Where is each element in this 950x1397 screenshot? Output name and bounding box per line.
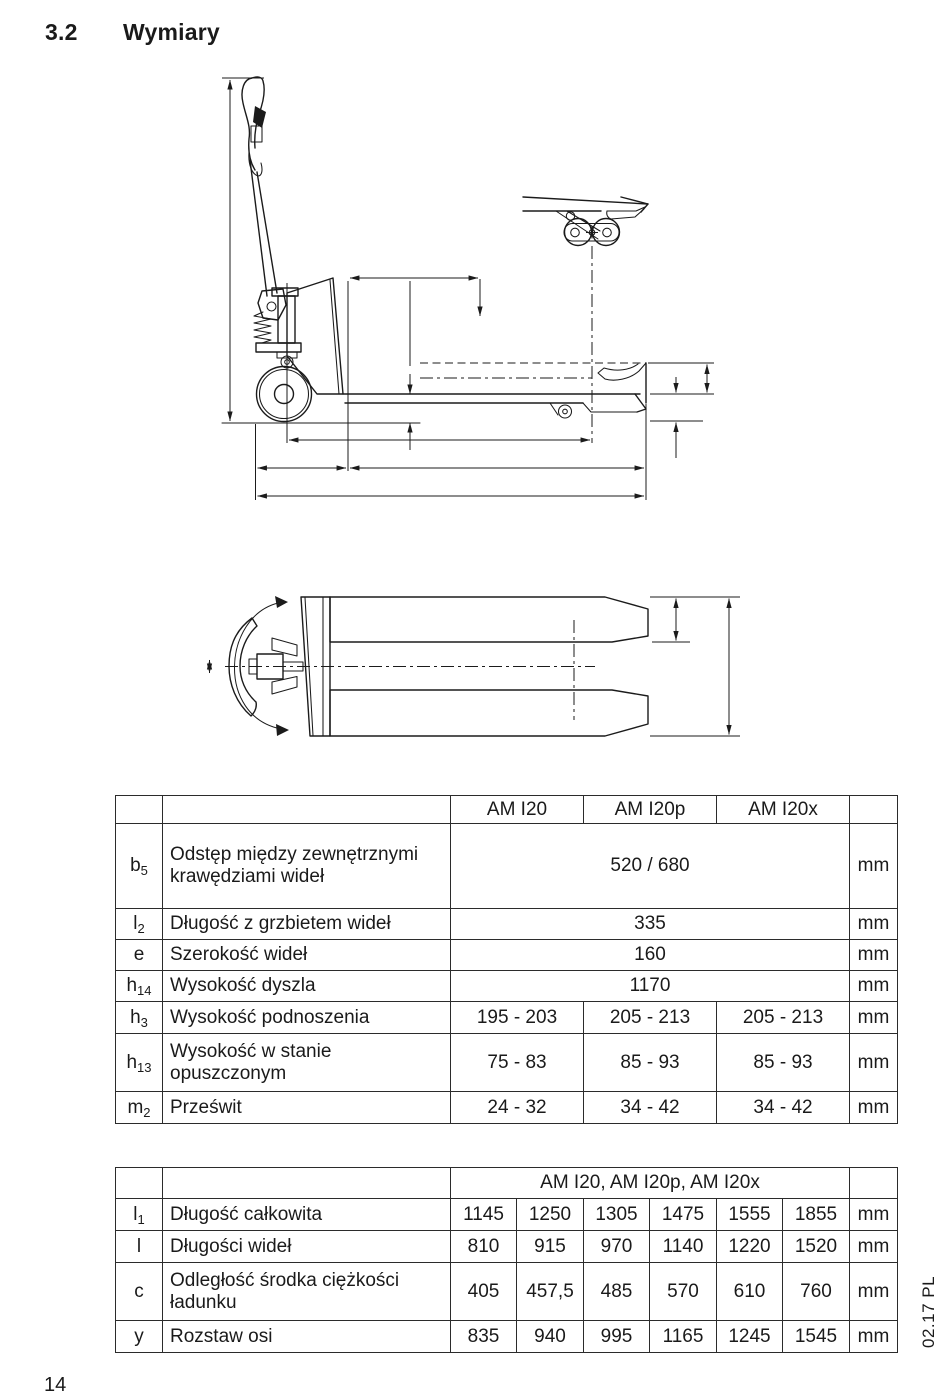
pump-unit <box>254 288 301 368</box>
table-row <box>116 1034 898 1092</box>
symbol-cell: $h_3$ <box>116 1002 163 1034</box>
unit-cell: mm <box>850 940 898 971</box>
value-cell: 1305 <box>584 1199 650 1231</box>
unit-cell: mm <box>850 1034 898 1092</box>
value-cell: 970 <box>584 1231 650 1263</box>
value-cell: 195 - 203 <box>451 1002 584 1034</box>
top-view <box>210 596 741 736</box>
symbol-cell: $l_1$ <box>116 1199 163 1231</box>
table-row <box>116 824 898 909</box>
unit-cell: mm <box>850 1263 898 1321</box>
table-row <box>116 1231 898 1263</box>
dimensions-table-2 <box>115 1167 898 1353</box>
symbol-cell: $h_{14}$ <box>116 971 163 1002</box>
top-view-dimensions <box>650 597 740 736</box>
value-cell: 205 - 213 <box>717 1002 850 1034</box>
value-cell: 1220 <box>717 1231 783 1263</box>
symbol-cell: e <box>116 940 163 971</box>
table-header-row <box>116 796 898 824</box>
dimensions-table-2-body <box>116 1168 898 1353</box>
value-cell: 610 <box>717 1263 783 1321</box>
fork-tip-detail <box>523 197 648 246</box>
model-header-cell: AM I20 <box>451 796 584 824</box>
table-row <box>116 971 898 1002</box>
page-title <box>45 19 220 46</box>
model-header-cell: AM I20x <box>717 796 850 824</box>
unit-header-cell <box>850 796 898 824</box>
value-cell: 810 <box>451 1231 517 1263</box>
value-cell: 1855 <box>783 1199 850 1231</box>
description-cell: Długości wideł <box>163 1231 451 1263</box>
symbol-cell: c <box>116 1263 163 1321</box>
unit-cell: mm <box>850 824 898 909</box>
description-cell: Wysokość dyszla <box>163 971 451 1002</box>
value-cell: 1145 <box>451 1199 517 1231</box>
value-cell: 335 <box>451 909 850 940</box>
fork-bottom <box>330 690 648 736</box>
steer-wheel <box>257 367 312 422</box>
description-header-cell <box>163 796 451 824</box>
value-cell: 995 <box>584 1321 650 1353</box>
description-cell: Szerokość wideł <box>163 940 451 971</box>
table-row <box>116 1092 898 1124</box>
fork-top <box>330 597 648 642</box>
value-cell: 1555 <box>717 1199 783 1231</box>
value-cell: 405 <box>451 1263 517 1321</box>
unit-cell: mm <box>850 1231 898 1263</box>
symbol-cell: $l_2$ <box>116 909 163 940</box>
unit-header-cell <box>850 1168 898 1199</box>
value-cell: 1475 <box>650 1199 717 1231</box>
value-cell: 85 - 93 <box>584 1034 717 1092</box>
unit-cell: mm <box>850 1002 898 1034</box>
unit-cell: mm <box>850 1199 898 1231</box>
table-row <box>116 1263 898 1321</box>
description-cell: Wysokość podnoszenia <box>163 1002 451 1034</box>
value-cell: 205 - 213 <box>584 1002 717 1034</box>
description-cell: Prześwit <box>163 1092 451 1124</box>
value-cell: 1250 <box>517 1199 584 1231</box>
symbol-cell: $b_5$ <box>116 824 163 909</box>
value-cell: 34 - 42 <box>584 1092 717 1124</box>
models-header-cell: AM I20, AM I20p, AM I20x <box>451 1168 850 1199</box>
symbol-cell: y <box>116 1321 163 1353</box>
section-number: 3.2 <box>45 19 78 45</box>
value-cell: 1170 <box>451 971 850 1002</box>
symbol-cell: $m_2$ <box>116 1092 163 1124</box>
value-cell: 915 <box>517 1231 584 1263</box>
description-header-cell <box>163 1168 451 1199</box>
value-cell: 1165 <box>650 1321 717 1353</box>
value-cell: 75 - 83 <box>451 1034 584 1092</box>
unit-cell: mm <box>850 1321 898 1353</box>
fork-side <box>343 394 646 418</box>
unit-cell: mm <box>850 971 898 1002</box>
value-cell: 457,5 <box>517 1263 584 1321</box>
table-row <box>116 909 898 940</box>
pallet-truck-technical-drawing <box>180 55 780 755</box>
section-title: Wymiary <box>123 19 220 45</box>
value-cell: 24 - 32 <box>451 1092 584 1124</box>
value-cell: 1545 <box>783 1321 850 1353</box>
tiller-handle <box>242 77 277 296</box>
side-view-dimensions <box>222 78 714 500</box>
page-number: 14 <box>44 1374 67 1396</box>
symbol-cell: l <box>116 1231 163 1263</box>
description-cell: Odstęp między zewnętrznymi krawędziami wideł <box>163 824 451 909</box>
table-row <box>116 1321 898 1353</box>
side-view <box>222 77 714 500</box>
value-cell: 1140 <box>650 1231 717 1263</box>
model-header-cell: AM I20p <box>584 796 717 824</box>
value-cell: 34 - 42 <box>717 1092 850 1124</box>
fork-raised-outline <box>420 363 646 403</box>
description-cell: Odległość środka ciężkości ładunku <box>163 1263 451 1321</box>
value-cell: 160 <box>451 940 850 971</box>
table-header-row <box>116 1168 898 1199</box>
value-cell: 85 - 93 <box>717 1034 850 1092</box>
table-row <box>116 1199 898 1231</box>
value-cell: 520 / 680 <box>451 824 850 909</box>
unit-cell: mm <box>850 1092 898 1124</box>
revision-code: 02.17 PL <box>919 1275 938 1348</box>
load-roller <box>559 405 572 418</box>
value-cell: 940 <box>517 1321 584 1353</box>
value-cell: 570 <box>650 1263 717 1321</box>
table-row <box>116 1002 898 1034</box>
description-cell: Wysokość w stanie opuszczonym <box>163 1034 451 1092</box>
symbol-header-cell <box>116 1168 163 1199</box>
dimensions-table-1 <box>115 795 898 1124</box>
value-cell: 485 <box>584 1263 650 1321</box>
table-row <box>116 940 898 971</box>
description-cell: Rozstaw osi <box>163 1321 451 1353</box>
description-cell: Długość całkowita <box>163 1199 451 1231</box>
value-cell: 1520 <box>783 1231 850 1263</box>
value-cell: 1245 <box>717 1321 783 1353</box>
symbol-cell: $h_{13}$ <box>116 1034 163 1092</box>
unit-cell: mm <box>850 909 898 940</box>
value-cell: 760 <box>783 1263 850 1321</box>
value-cell: 835 <box>451 1321 517 1353</box>
description-cell: Długość z grzbietem wideł <box>163 909 451 940</box>
dimensions-table-1-body <box>116 796 898 1124</box>
symbol-header-cell <box>116 796 163 824</box>
